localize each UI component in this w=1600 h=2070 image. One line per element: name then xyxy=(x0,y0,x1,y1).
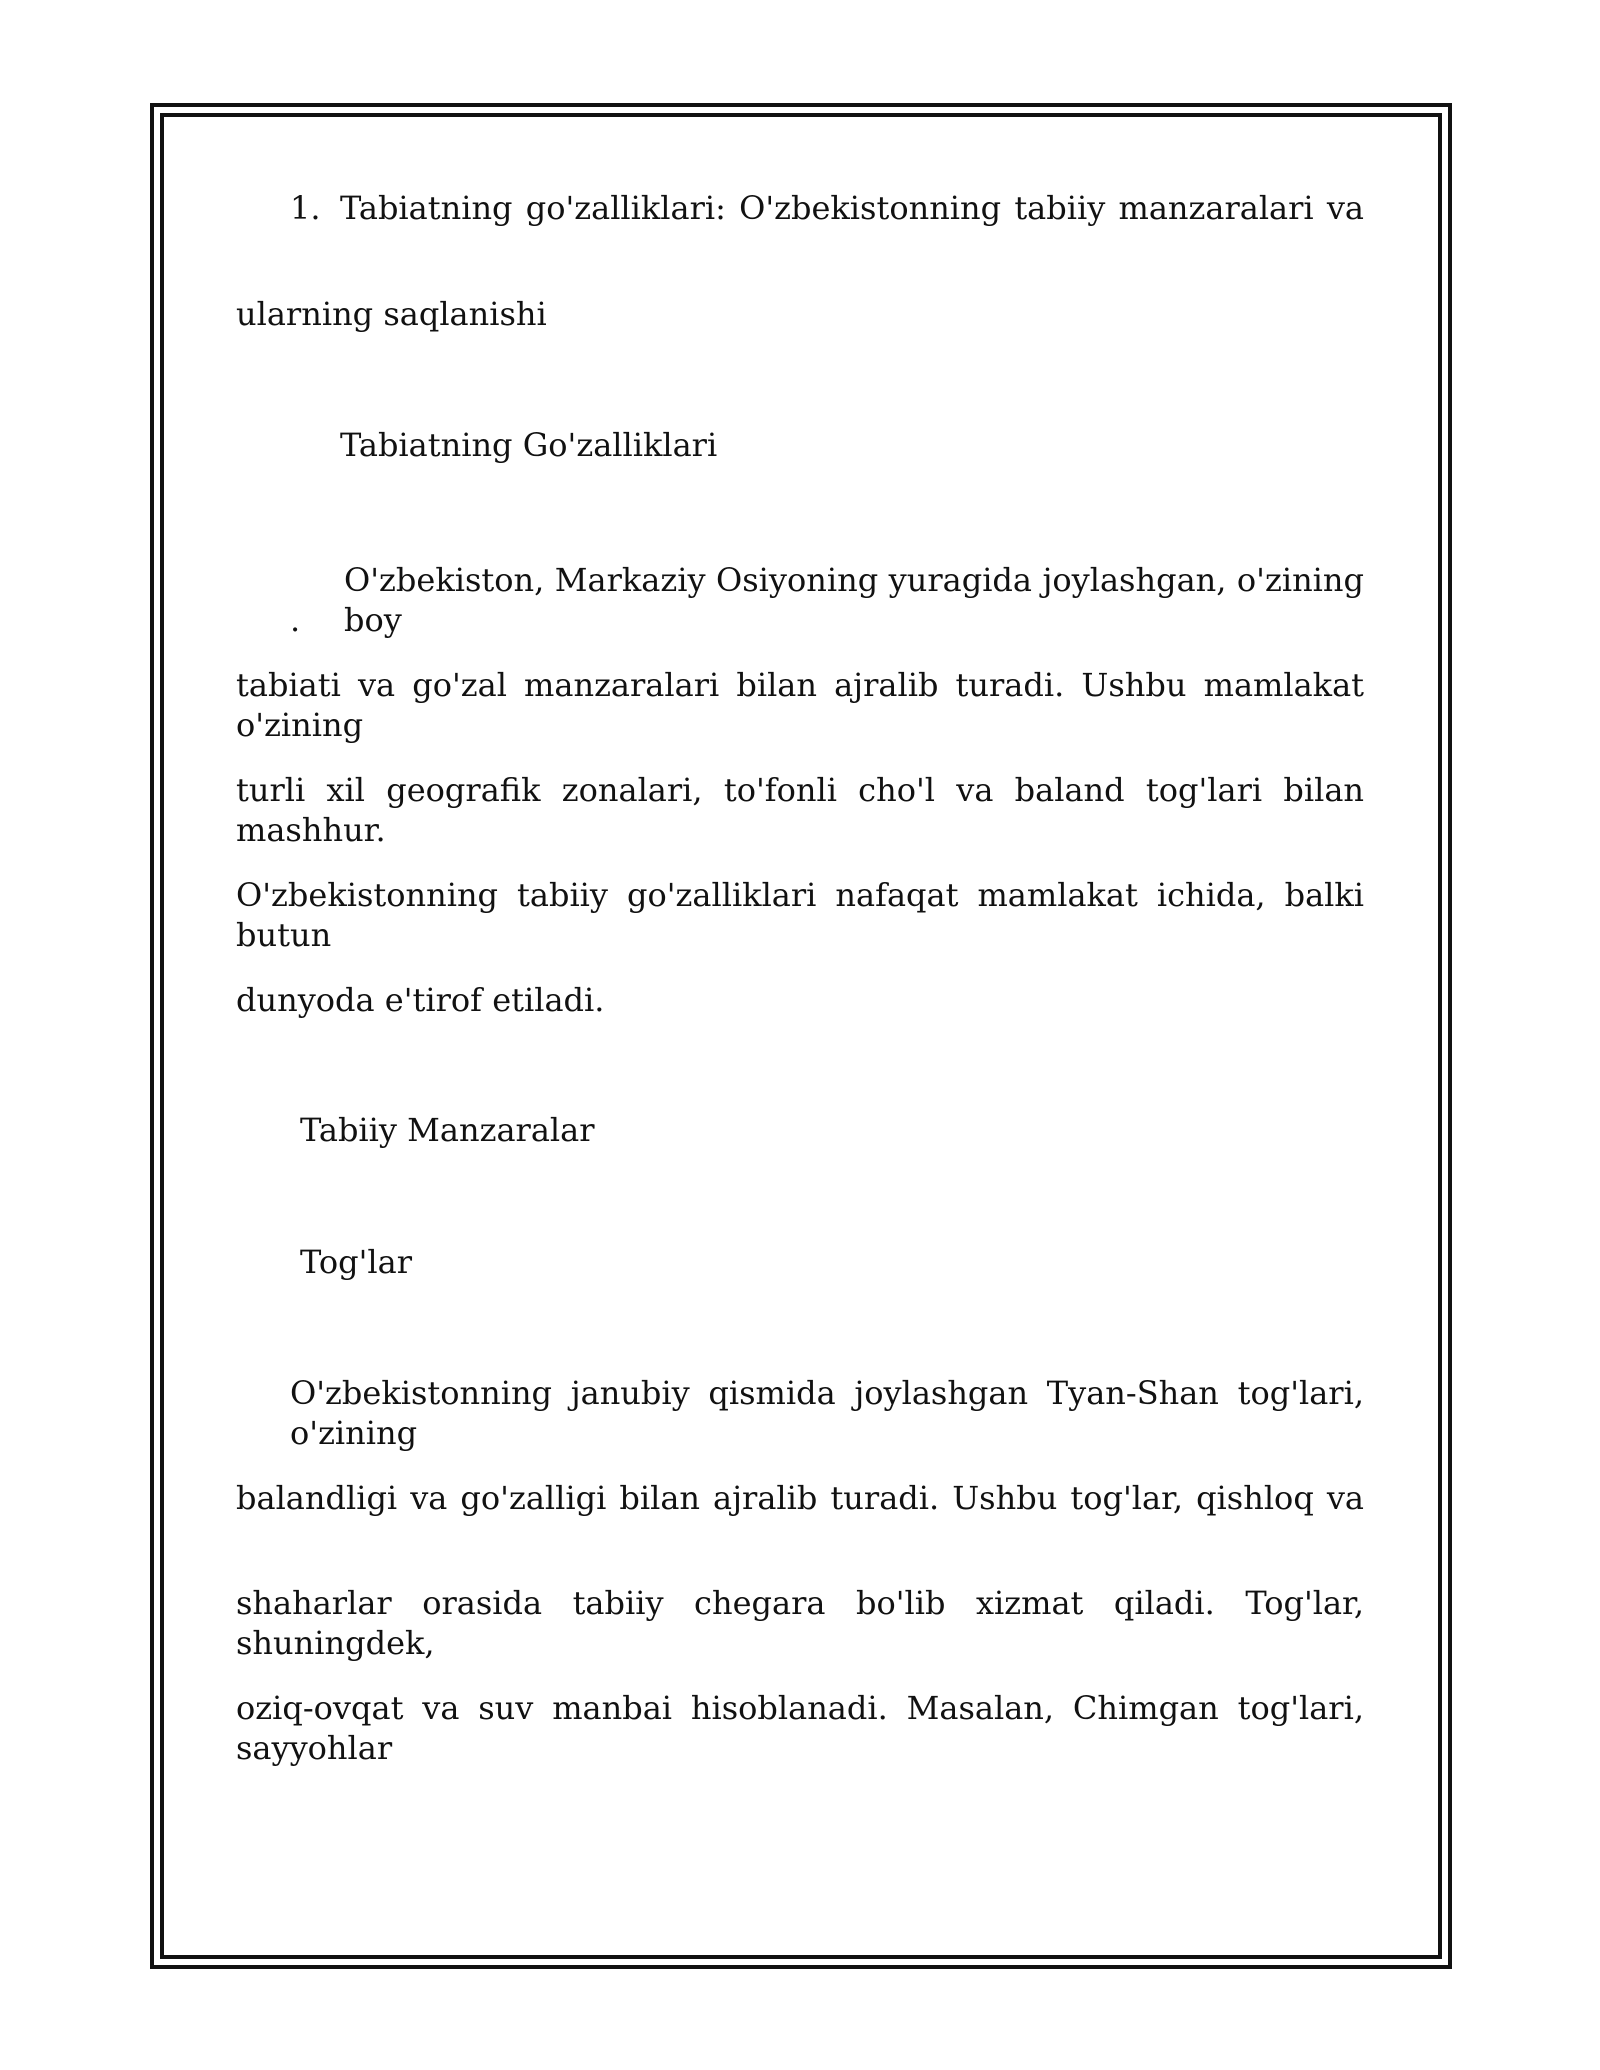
para2-line-2: balandligi va go'zalligi bilan ajralib turadi. Ushbu tog'lar, qishloq va xyxy=(236,1479,1364,1517)
bullet-dot: . xyxy=(290,601,301,639)
para1-line-2: tabiati va go'zal manzaralari bilan ajralib turadi. Ushbu mamlakat o'zining xyxy=(236,666,1364,744)
para2-line-4: oziq-ovqat va suv manbai hisoblanadi. Masalan, Chimgan tog'lari, sayyohlar xyxy=(236,1689,1364,1767)
para1-line-1: O'zbekiston, Markaziy Osiyoning yuragida joylashgan, o'zining boy xyxy=(344,561,1364,639)
item-number: 1. xyxy=(290,189,321,227)
para2-line-1: O'zbekistonning janubiy qismida joylashgan Tyan-Shan tog'lari, o'zining xyxy=(290,1374,1364,1452)
title-line-1 xyxy=(290,188,1364,228)
para1-line-3: turli xil geografik zonalari, to'fonli cho'l va baland tog'lari bilan mashhur. xyxy=(236,771,1364,849)
page-border-inner xyxy=(160,113,1442,1959)
title-line-2: ularning saqlanishi xyxy=(236,295,547,333)
para2-line-3: shaharlar orasida tabiiy chegara bo'lib xizmat qiladi. Tog'lar, shuningdek, xyxy=(236,1584,1364,1662)
heading-tabiiy-manzaralar: Tabiiy Manzaralar xyxy=(300,1111,595,1149)
para1-line-5: dunyoda e'tirof etiladi. xyxy=(236,981,605,1019)
para1-line-4: O'zbekistonning tabiiy go'zalliklari nafaqat mamlakat ichida, balki butun xyxy=(236,876,1364,954)
para1-line-1-row xyxy=(290,560,1364,640)
heading-toglar: Tog'lar xyxy=(300,1243,413,1281)
title-text-line-1: Tabiatning go'zalliklari: O'zbekistonning tabiiy manzaralari va xyxy=(340,189,1364,227)
heading-tabiatning-gozalliklari: Tabiatning Go'zalliklari xyxy=(340,426,718,464)
